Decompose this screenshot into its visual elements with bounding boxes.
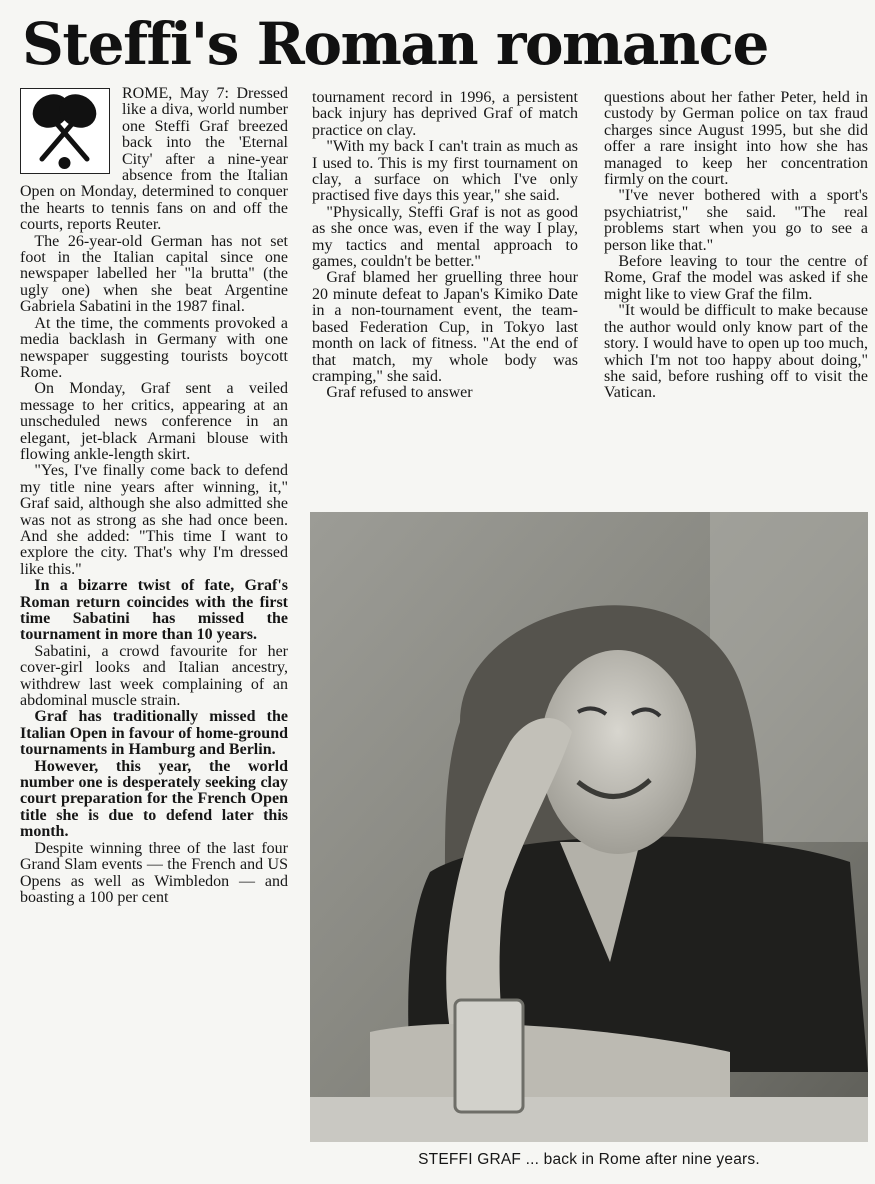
article-paragraph: Despite winning three of the last four Grand Slam events — the French and US Opens as well as Wimbledon — and boasting a 100 per cent [20,839,288,906]
article-paragraph: Sabatini, a crowd favourite for her cover-girl looks and Italian ancestry, withdrew last week complaining of an abdominal muscle strain. [20,642,288,710]
column-1-text [20,86,288,906]
article-paragraph: Graf has traditionally missed the Italian Open in favour of home-ground tournaments in Hamburg and Berlin. [20,708,288,759]
article-paragraph: "It would be difficult to make because the author would only know part of the story. I would have to open up too much, which I'm not too happy about doing," she said, before rushing off to visit the Vatican. [604,302,868,402]
article-column-3 [604,90,868,504]
article-paragraph: However, this year, the world number one is desperately seeking clay court preparation for the French Open title she is due to defend later this month. [20,757,288,841]
article-paragraph: Graf blamed her gruelling three hour 20 minute defeat to Japan's Kimiko Date in a non-tournament event, the team-based Federation Cup, in Tokyo last month on lack of fitness. "At the end of that match, my whole body was cramping," she said. [312,269,578,385]
article-paragraph: The 26-year-old German has not set foot in the Italian capital since one newspaper labelled her "la brutta" (the ugly one) when she beat Argentine Gabriela Sabatini in the 1987 final. [20,232,288,316]
article-paragraph: Graf refused to answer [326,384,473,402]
photo-caption: STEFFI GRAF ... back in Rome after nine years. [418,1151,760,1168]
article-paragraph: tournament record in 1996, a persistent back injury has deprived Graf of match practice on clay. [312,90,578,139]
dateline: ROME, May 7: [122,86,237,102]
article-paragraph: ROME, May 7: Dressed like a diva, world number one Steffi Graf breezed back into the 'Eternal City' after a nine-year absence from the Italian Open on Monday, determined to conquer the hearts to tennis fans on and off the courts, reports Reuter. [20,86,288,234]
headline: Steffi's Roman romance [22,10,768,78]
steffi-graf-photo [310,512,868,1142]
article-paragraph: questions about her father Peter, held in custody by German police on tax fraud charges since August 1995, but she did offer a rare insight into how she has managed to keep her concentration firmly on the court. [604,90,868,189]
article-column-1 [20,86,288,1168]
article-paragraph: At the time, the comments provoked a media backlash in Germany with one newspaper suggesting tourists boycott Rome. [20,314,288,381]
article-column-2 [312,90,578,502]
article-paragraph: "With my back I can't train as much as I used to. This is my first tournament on clay, a surface on which I've only practised five days this year," she said. [312,138,578,205]
column-2-text [312,90,578,402]
article-paragraph: "Physically, Steffi Graf is not as good as she once was, even if the way I play, my tactics and mental approach to games, couldn't be better." [312,203,578,271]
article-paragraph: In a bizarre twist of fate, Graf's Roman return coincides with the first time Sabatini has missed the tournament in more than 10 years. [20,577,288,644]
crossed-tennis-rackets-icon [20,88,110,174]
article-paragraph: "I've never bothered with a sport's psychiatrist," she said. "The real problems start when you go to see a person like that." [604,187,868,254]
column-3-text [604,90,868,402]
article-paragraph: On Monday, Graf sent a veiled message to her critics, appearing at an unscheduled news conference in an elegant, jet-black Armani blouse with flowing ankle-length skirt. [20,380,288,463]
article-paragraph: Before leaving to tour the centre of Rome, Graf the model was asked if she might like to view Graf the film. [604,253,868,303]
article-paragraph: "Yes, I've finally come back to defend my title nine years after winning, it," Graf said, although she also admitted she was not as strong as she had once been. And she added: "This time I want to explore the city. That's why I'm dressed like this." [20,462,288,578]
